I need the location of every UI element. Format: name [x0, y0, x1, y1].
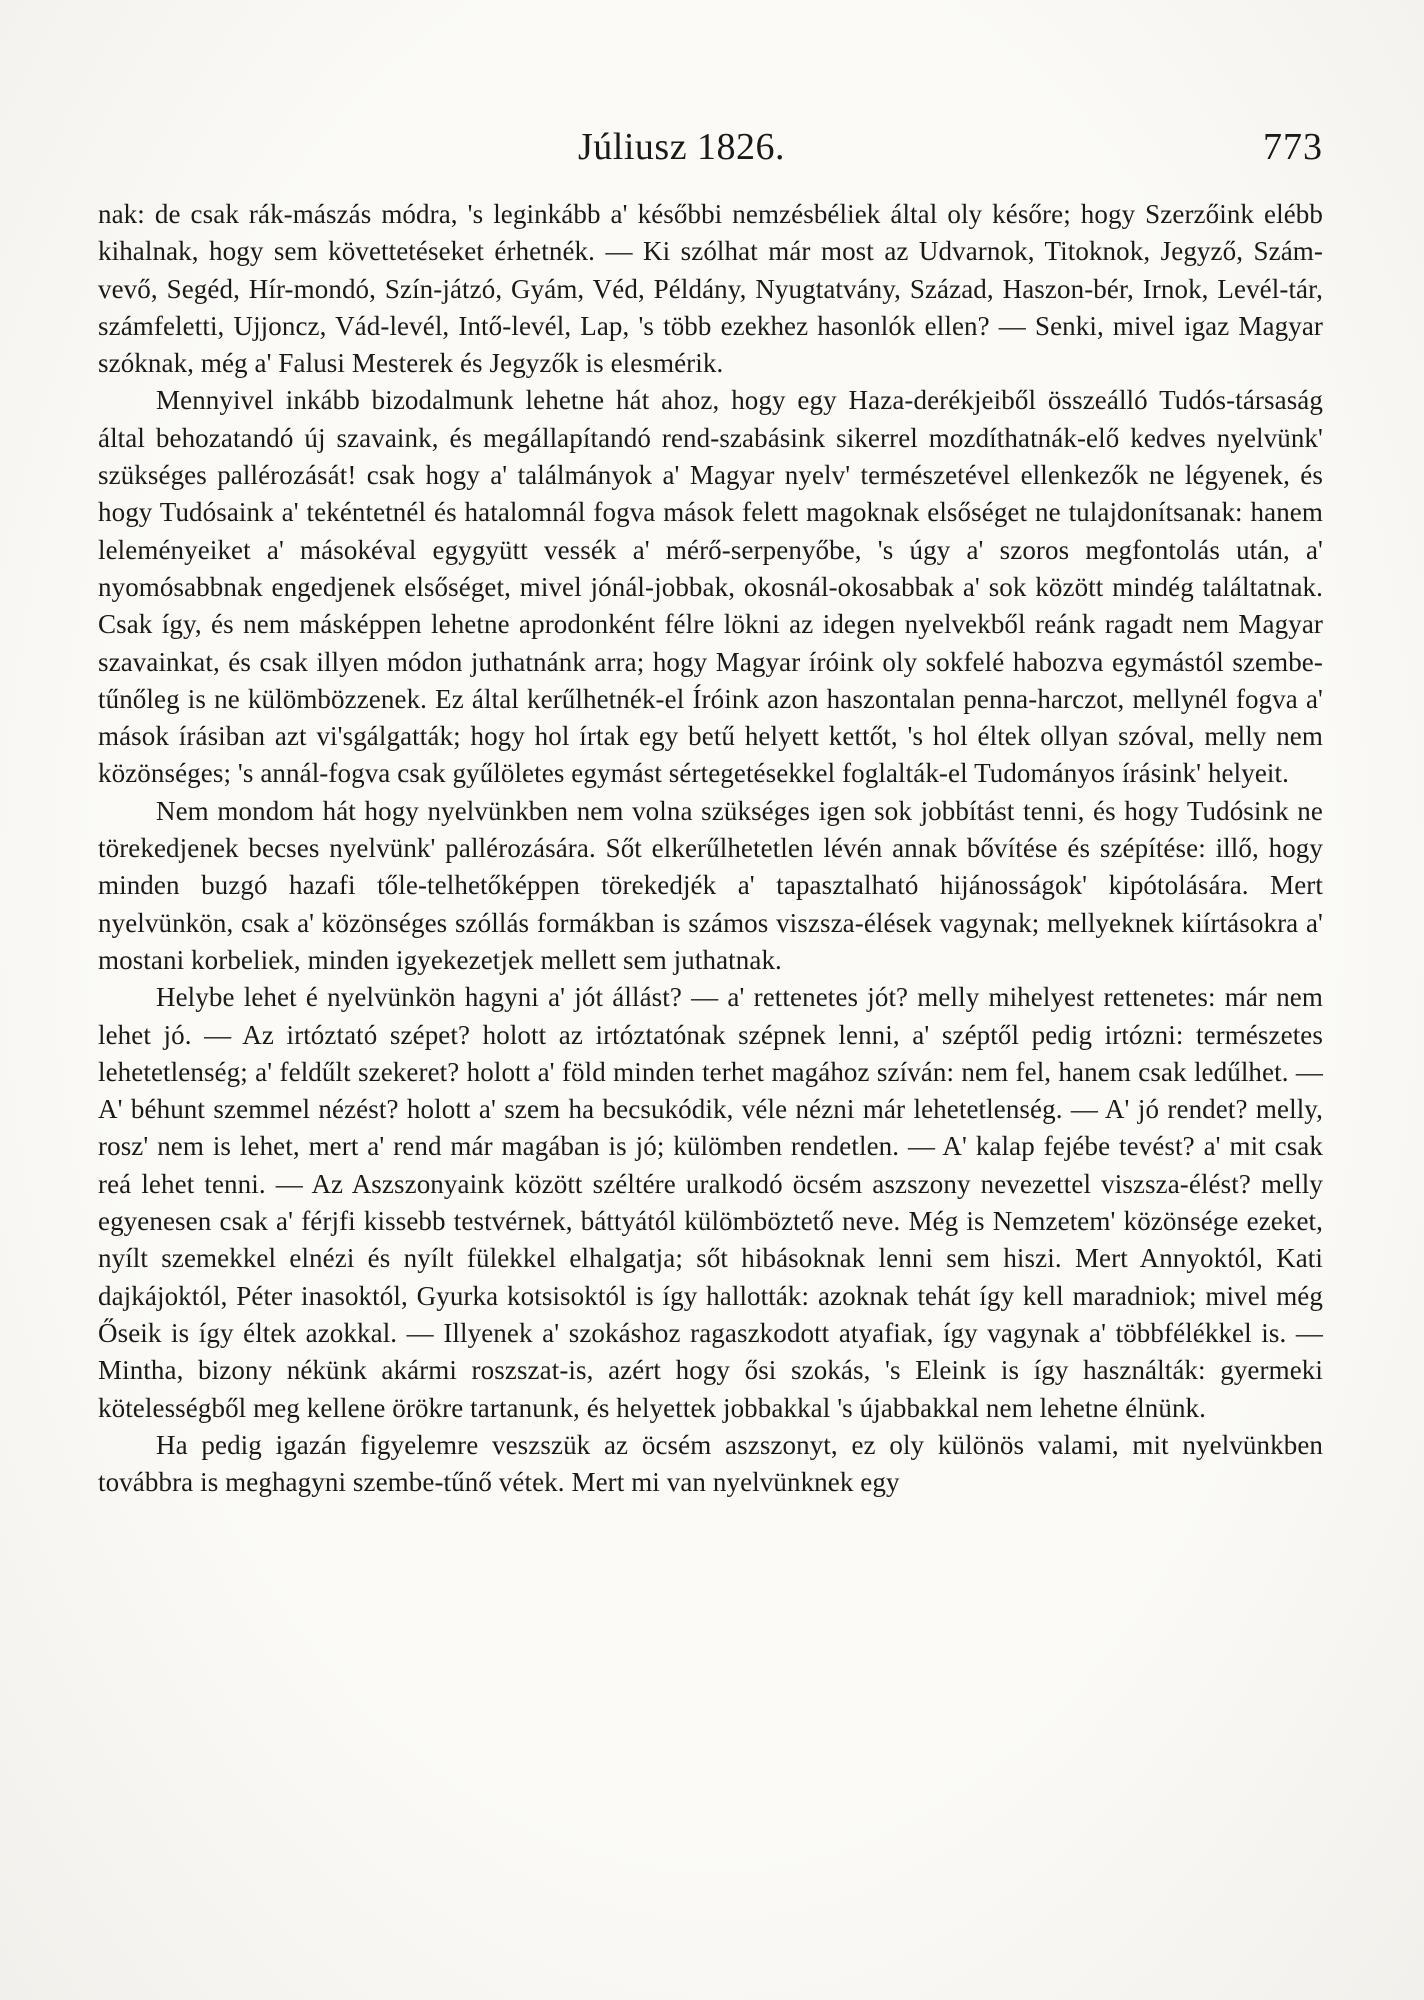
page-number: 773: [1263, 126, 1323, 168]
paragraph-continuation: nak: de csak rák-mászás módra, 's leginkább a' későbbi nemzésbéliek által oly későre; hogy Szerzőink elébb kihalnak, hogy sem követtetéseket érhetnék. — Ki szólhat már most az Udvarnok, Titoknok, Jegyző, Szám-vevő, Segéd, Hír-mondó, Szín-játzó, Gyám, Véd, Példány, Nyugtatvány, Század, Haszon-bér, Irnok, Levél-tár, számfeletti, Ujjoncz, Vád-levél, Intő-levél, Lap, 's több ezekhez hasonlók ellen? — Senki, mivel igaz Magyar szóknak, még a' Falusi Mesterek és Jegyzők is elesmérik.: [98, 199, 1323, 379]
paragraph: Ha pedig igazán figyelemre veszszük az öcsém aszszonyt, ez oly különös valami, mit nyelvünkben továbbra is meghagyni szembe-tűnő vétek. Mert mi van nyelvünknek egy: [98, 1429, 1323, 1498]
paragraph: Helybe lehet é nyelvünkön hagyni a' jót állást? — a' rettenetes jót? melly mihelyest rettenetes: már nem lehet jó. — Az irtóztató szépet? holott az irtóztatónak szépnek lenni, a' széptől pedig irtózni: természetes lehetetlenség; a' feldűlt szekeret? holott a' föld minden terhet magához szíván: nem fel, hanem csak ledűlhet. — A' béhunt szemmel nézést? holott a' szem ha becsukódik, véle nézni már lehetetlenség. — A' jó rendet? melly, rosz' nem is lehet, mert a' rend már magában is jó; külömben rendetlen. — A' kalap fejébe tevést? a' mit csak reá lehet tenni. — Az Aszszonyaink között széltére uralkodó öcsém aszszony nevezettel viszsza-élést? melly egyenesen csak a' férjfi kissebb testvérnek, báttyától külömböztető neve. Még is Nemzetem' közönsége ezeket, nyílt szemekkel elnézi és nyílt fülekkel elhalgatja; sőt hibásoknak lenni sem hiszi. Mert Annyoktól, Kati dajkájoktól, Péter inasoktól, Gyurka kotsisoktól is így hallották: azoknak tehát így kell maradniok; mivel még Őseik is így éltek azokkal. — Illyenek a' szokáshoz ragaszkodott atyafiak, így vagynak a' többfélékkel is. — Mintha, bizony nékünk akármi roszszat-is, azért hogy ősi szokás, 's Eleink is így használták: gyermeki kötelességből meg kellene örökre tartanunk, és helyettek jobbakkal 's újabbakkal nem lehetne élnünk.: [98, 982, 1323, 1423]
page-header: [98, 125, 1323, 175]
paragraph: Mennyivel inkább bizodalmunk lehetne hát ahoz, hogy egy Haza-derékjeiből összeálló Tudós-társaság által behozatandó új szavaink, és megállapítandó rend-szabásink sikerrel mozdíthatnák-elő kedves nyelvünk' szükséges pallérozását! csak hogy a' találmányok a' Magyar nyelv' természetével ellenkezők ne légyenek, és hogy Tudósaink a' tekéntetnél és hatalomnál fogva mások felett magoknak elsőséget ne tulajdonítsanak: hanem leleményeiket a' másokéval egygyütt vessék a' mérő-serpenyőbe, 's úgy a' szoros megfontolás után, a' nyomósabbnak engedjenek elsőséget, mivel jónál-jobbak, okosnál-okosabbak a' sok között mindég találtatnak. Csak így, és nem másképpen lehetne aprodonként félre lökni az idegen nyelvekből reánk ragadt nem Magyar szavainkat, és csak illyen módon juthatnánk arra; hogy Magyar íróink oly sokfelé habozva egymástól szembe-tűnőleg is ne külömbözzenek. Ez által kerűlhetnék-el Íróink azon haszontalan penna-harczot, mellynél fogva a' mások írásiban azt vi'sgálgatták; hogy hol írtak egy betű helyett kettőt, 's hol éltek ollyan szóval, melly nem közönséges; 's annál-fogva csak gyűlöletes egymást sértegetésekkel foglalták-el Tudományos írásink' helyeit.: [98, 385, 1323, 789]
paragraph: Nem mondom hát hogy nyelvünkben nem volna szükséges igen sok jobbítást tenni, és hogy Tudósink ne törekedjenek becses nyelvünk' pallérozására. Sőt elkerűlhetetlen lévén annak bővítése és szépítése: illő, hogy minden buzgó hazafi tőle-telhetőképpen törekedjék a' tapasztalható hijánosságok' kipótolására. Mert nyelvünkön, csak a' közönséges szóllás formákban is számos viszsza-élések vagynak; mellyeknek kiírtásokra a' mostani korbeliek, minden igyekezetjek mellett sem juthatnak.: [98, 795, 1323, 975]
running-title: Júliusz 1826.: [578, 126, 786, 168]
body-text: [98, 196, 1323, 1501]
